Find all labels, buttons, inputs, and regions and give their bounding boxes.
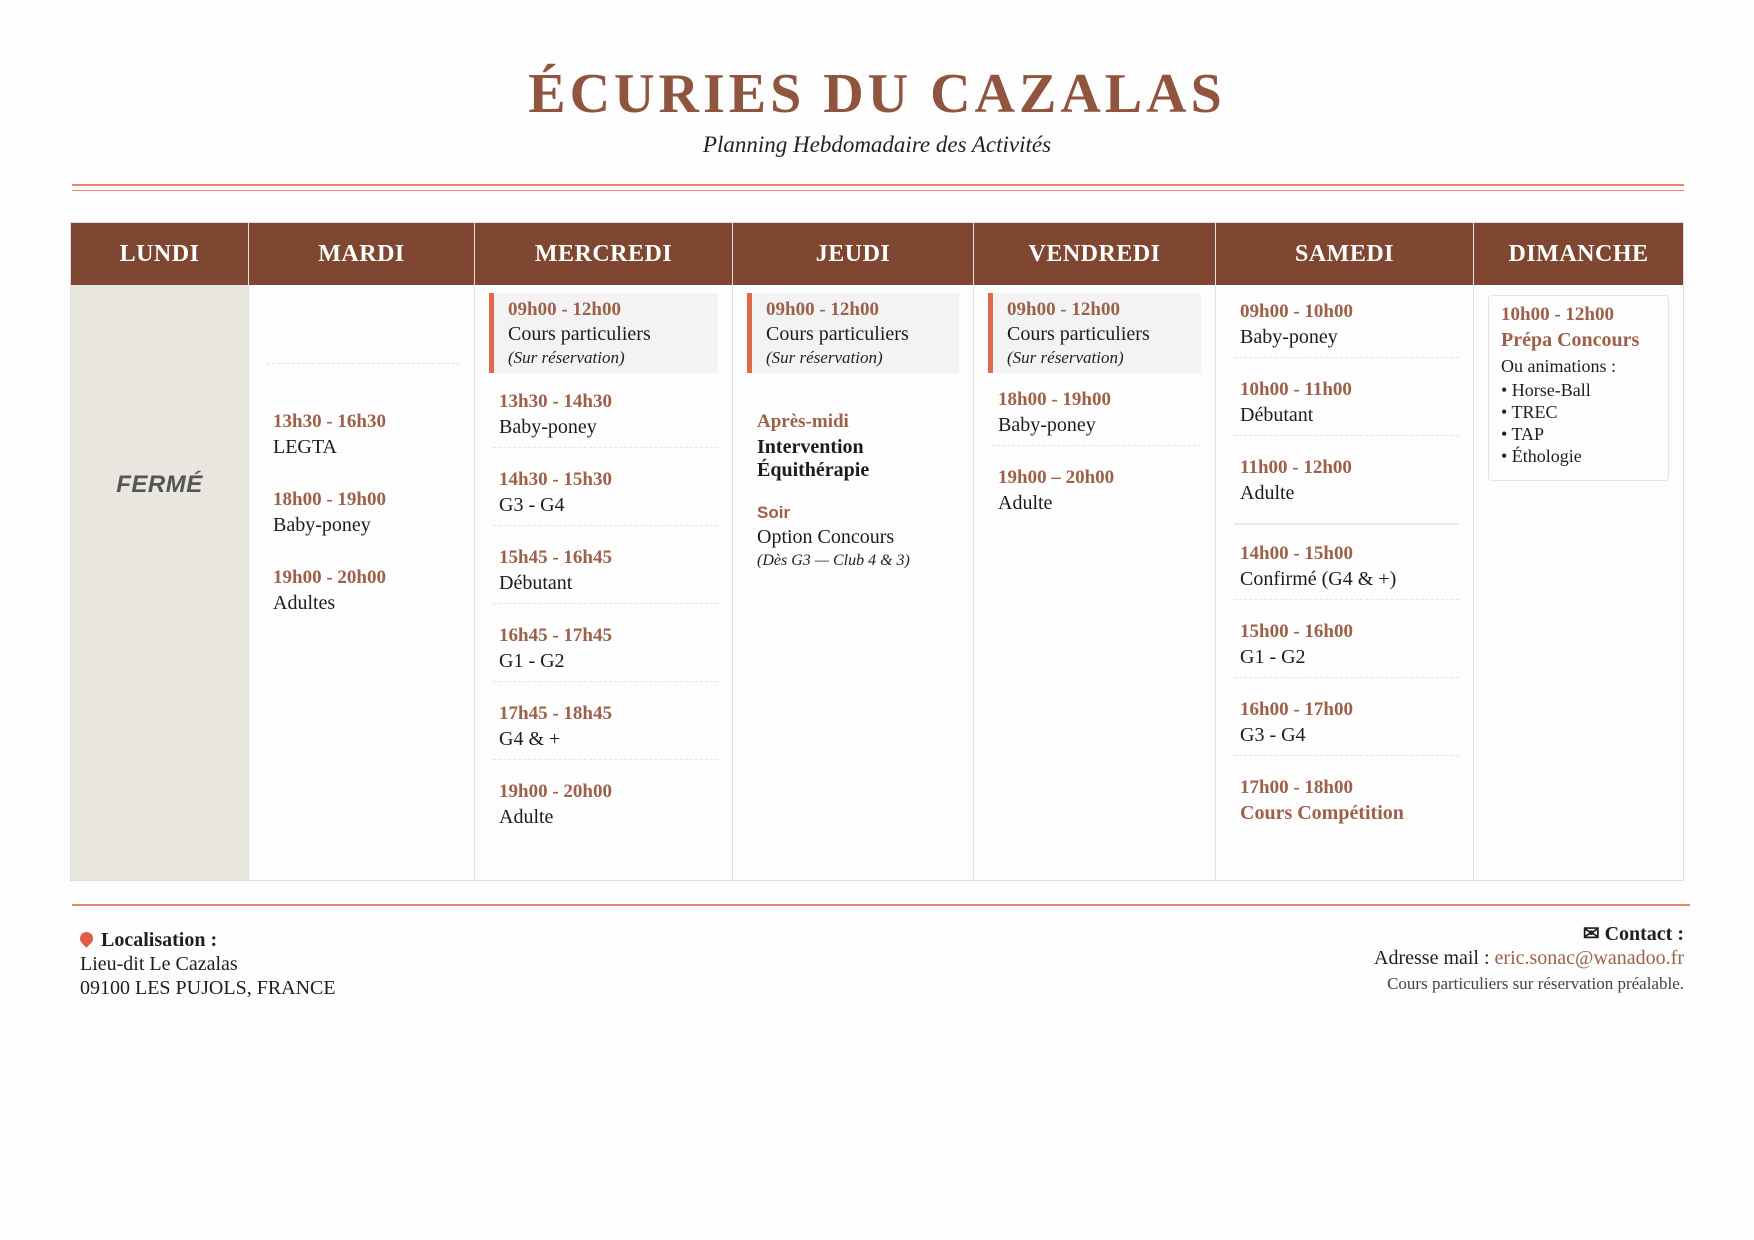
separator <box>1234 599 1459 600</box>
list-item: • TREC <box>1501 402 1558 422</box>
slot-note: (Sur réservation) <box>508 348 625 367</box>
day-header-samedi: SAMEDI <box>1216 223 1473 285</box>
slot-activity: Débutant <box>499 572 573 594</box>
column-lundi <box>71 223 249 880</box>
slot-activity: Cours particuliers <box>766 323 909 345</box>
schedule-slot <box>1240 621 1457 669</box>
slot-activity: Cours particuliers <box>508 323 651 345</box>
slot-note: (Sur réservation) <box>766 348 883 367</box>
slot-time: 10h00 - 11h00 <box>1240 379 1352 400</box>
vendredi-body <box>974 285 1215 880</box>
slot-time: 16h45 - 17h45 <box>499 625 612 646</box>
slot-activity: Baby-poney <box>273 514 371 536</box>
afternoon-activity-line2: Équithérapie <box>757 459 870 481</box>
closed-label: FERMÉ <box>116 471 203 498</box>
contact-block <box>1374 922 1684 996</box>
top-divider <box>72 184 1684 186</box>
schedule-slot <box>499 781 716 829</box>
email-prefix: Adresse mail : <box>1374 947 1490 969</box>
location-heading <box>80 928 336 952</box>
location-pin-icon <box>77 929 95 947</box>
slot-activity: Adulte <box>499 806 554 828</box>
column-vendredi <box>974 223 1216 880</box>
address-line1: Lieu-dit Le Cazalas <box>80 953 238 975</box>
slot-time: 18h00 - 19h00 <box>998 389 1111 410</box>
top-divider-thin <box>72 190 1684 191</box>
slot-activity: Adultes <box>273 592 336 614</box>
afternoon-activity-line1: Intervention <box>757 436 864 458</box>
slot-time: 09h00 - 12h00 <box>1007 299 1120 320</box>
list-item: • TAP <box>1501 424 1545 444</box>
schedule-slot <box>1240 301 1457 349</box>
samedi-body <box>1216 285 1473 880</box>
schedule-slot <box>273 411 458 459</box>
slot-activity: G1 - G2 <box>499 650 565 672</box>
column-samedi <box>1216 223 1474 880</box>
schedule-slot <box>499 469 716 517</box>
slot-time: 15h00 - 16h00 <box>1240 621 1353 642</box>
weekly-schedule-table <box>70 222 1684 881</box>
private-lesson-block <box>747 293 959 373</box>
mercredi-body <box>475 285 732 880</box>
separator <box>493 681 718 682</box>
evening-block <box>757 503 943 571</box>
schedule-slot <box>1240 457 1457 505</box>
location-label: Localisation : <box>101 929 218 951</box>
slot-time: 09h00 - 12h00 <box>766 299 879 320</box>
column-mardi <box>249 223 475 880</box>
schedule-slot <box>998 389 1199 437</box>
day-header-lundi: LUNDI <box>71 223 248 285</box>
day-header-dimanche: DIMANCHE <box>1474 223 1683 285</box>
animations-list <box>1501 379 1656 467</box>
day-header-mercredi: MERCREDI <box>475 223 732 285</box>
slot-activity: Baby-poney <box>499 416 597 438</box>
slot-activity: Cours Compétition <box>1240 802 1404 824</box>
schedule-slot <box>499 625 716 673</box>
email-line <box>1374 946 1684 970</box>
slot-time: 14h00 - 15h00 <box>1240 543 1353 564</box>
schedule-slot <box>499 547 716 595</box>
jeudi-body <box>733 285 973 880</box>
page-subtitle: Planning Hebdomadaire des Activités <box>702 132 1052 157</box>
day-header-vendredi: VENDREDI <box>974 223 1215 285</box>
separator <box>992 445 1201 446</box>
page-title: ÉCURIES DU CAZALAS <box>528 63 1226 125</box>
separator <box>1234 677 1459 678</box>
location-block <box>80 928 336 1000</box>
column-dimanche <box>1474 223 1683 880</box>
separator <box>493 759 718 760</box>
schedule-slot <box>1240 699 1457 747</box>
schedule-slot <box>499 703 716 751</box>
separator <box>493 603 718 604</box>
slot-activity: Confirmé (G4 & +) <box>1240 568 1397 590</box>
sunday-info-box <box>1488 295 1669 481</box>
private-lesson-block <box>988 293 1201 373</box>
slot-time: 09h00 - 12h00 <box>508 299 621 320</box>
slot-activity: Débutant <box>1240 404 1314 426</box>
slot-time: 18h00 - 19h00 <box>273 489 386 510</box>
evening-label: Soir <box>757 503 791 522</box>
schedule-slot <box>1240 777 1457 825</box>
schedule-slot <box>1240 379 1457 427</box>
separator <box>1234 357 1459 358</box>
slot-activity: Prépa Concours <box>1501 329 1640 351</box>
slot-activity: Adulte <box>1240 482 1295 504</box>
contact-label: ✉ Contact : <box>1582 923 1684 945</box>
email-link[interactable]: eric.sonac@wanadoo.fr <box>1494 947 1684 969</box>
slot-activity: LEGTA <box>273 436 337 458</box>
slot-activity: Cours particuliers <box>1007 323 1150 345</box>
separator <box>1234 755 1459 756</box>
slot-time: 16h00 - 17h00 <box>1240 699 1353 720</box>
slot-activity: Baby-poney <box>1240 326 1338 348</box>
lundi-body <box>71 285 248 880</box>
afternoon-block <box>757 411 957 482</box>
slot-activity: G3 - G4 <box>1240 724 1306 746</box>
schedule-slot <box>998 467 1199 515</box>
separator <box>493 447 718 448</box>
schedule-slot <box>1240 543 1457 591</box>
slot-time: 17h00 - 18h00 <box>1240 777 1353 798</box>
slot-time: 19h00 – 20h00 <box>998 467 1115 488</box>
separator <box>493 525 718 526</box>
address-line2: 09100 LES PUJOLS, FRANCE <box>80 977 336 999</box>
slot-activity: G1 - G2 <box>1240 646 1306 668</box>
contact-note: Cours particuliers sur réservation préalable. <box>1387 974 1684 993</box>
column-mercredi <box>475 223 733 880</box>
slot-activity: G3 - G4 <box>499 494 565 516</box>
slot-time: 09h00 - 10h00 <box>1240 301 1353 322</box>
slot-time: 13h30 - 16h30 <box>273 411 386 432</box>
animations-intro: Ou animations : <box>1501 356 1616 376</box>
slot-note: (Sur réservation) <box>1007 348 1124 367</box>
afternoon-label: Après-midi <box>757 411 849 432</box>
slot-time: 17h45 - 18h45 <box>499 703 612 724</box>
separator <box>1234 435 1459 436</box>
slot-time: 11h00 - 12h00 <box>1240 457 1352 478</box>
list-item: • Éthologie <box>1501 446 1582 466</box>
mardi-body <box>249 285 474 880</box>
slot-activity: G4 & + <box>499 728 561 750</box>
list-item: • Horse-Ball <box>1501 380 1591 400</box>
slot-activity: Baby-poney <box>998 414 1096 436</box>
slot-time: 14h30 - 15h30 <box>499 469 612 490</box>
private-lesson-block <box>489 293 718 373</box>
slot-activity: Adulte <box>998 492 1053 514</box>
midday-divider <box>1234 523 1459 525</box>
day-header-jeudi: JEUDI <box>733 223 973 285</box>
schedule-slot <box>499 391 716 439</box>
slot-time: 15h45 - 16h45 <box>499 547 612 568</box>
schedule-slot <box>273 489 458 537</box>
slot-time: 10h00 - 12h00 <box>1501 304 1614 325</box>
column-jeudi <box>733 223 974 880</box>
dimanche-body <box>1474 285 1683 880</box>
evening-note: (Dès G3 — Club 4 & 3) <box>757 552 910 569</box>
day-header-mardi: MARDI <box>249 223 474 285</box>
bottom-divider <box>72 904 1690 906</box>
slot-time: 19h00 - 20h00 <box>273 567 386 588</box>
separator <box>267 363 460 364</box>
slot-time: 19h00 - 20h00 <box>499 781 612 802</box>
evening-activity: Option Concours <box>757 526 895 548</box>
slot-time: 13h30 - 14h30 <box>499 391 612 412</box>
schedule-slot <box>273 567 458 615</box>
